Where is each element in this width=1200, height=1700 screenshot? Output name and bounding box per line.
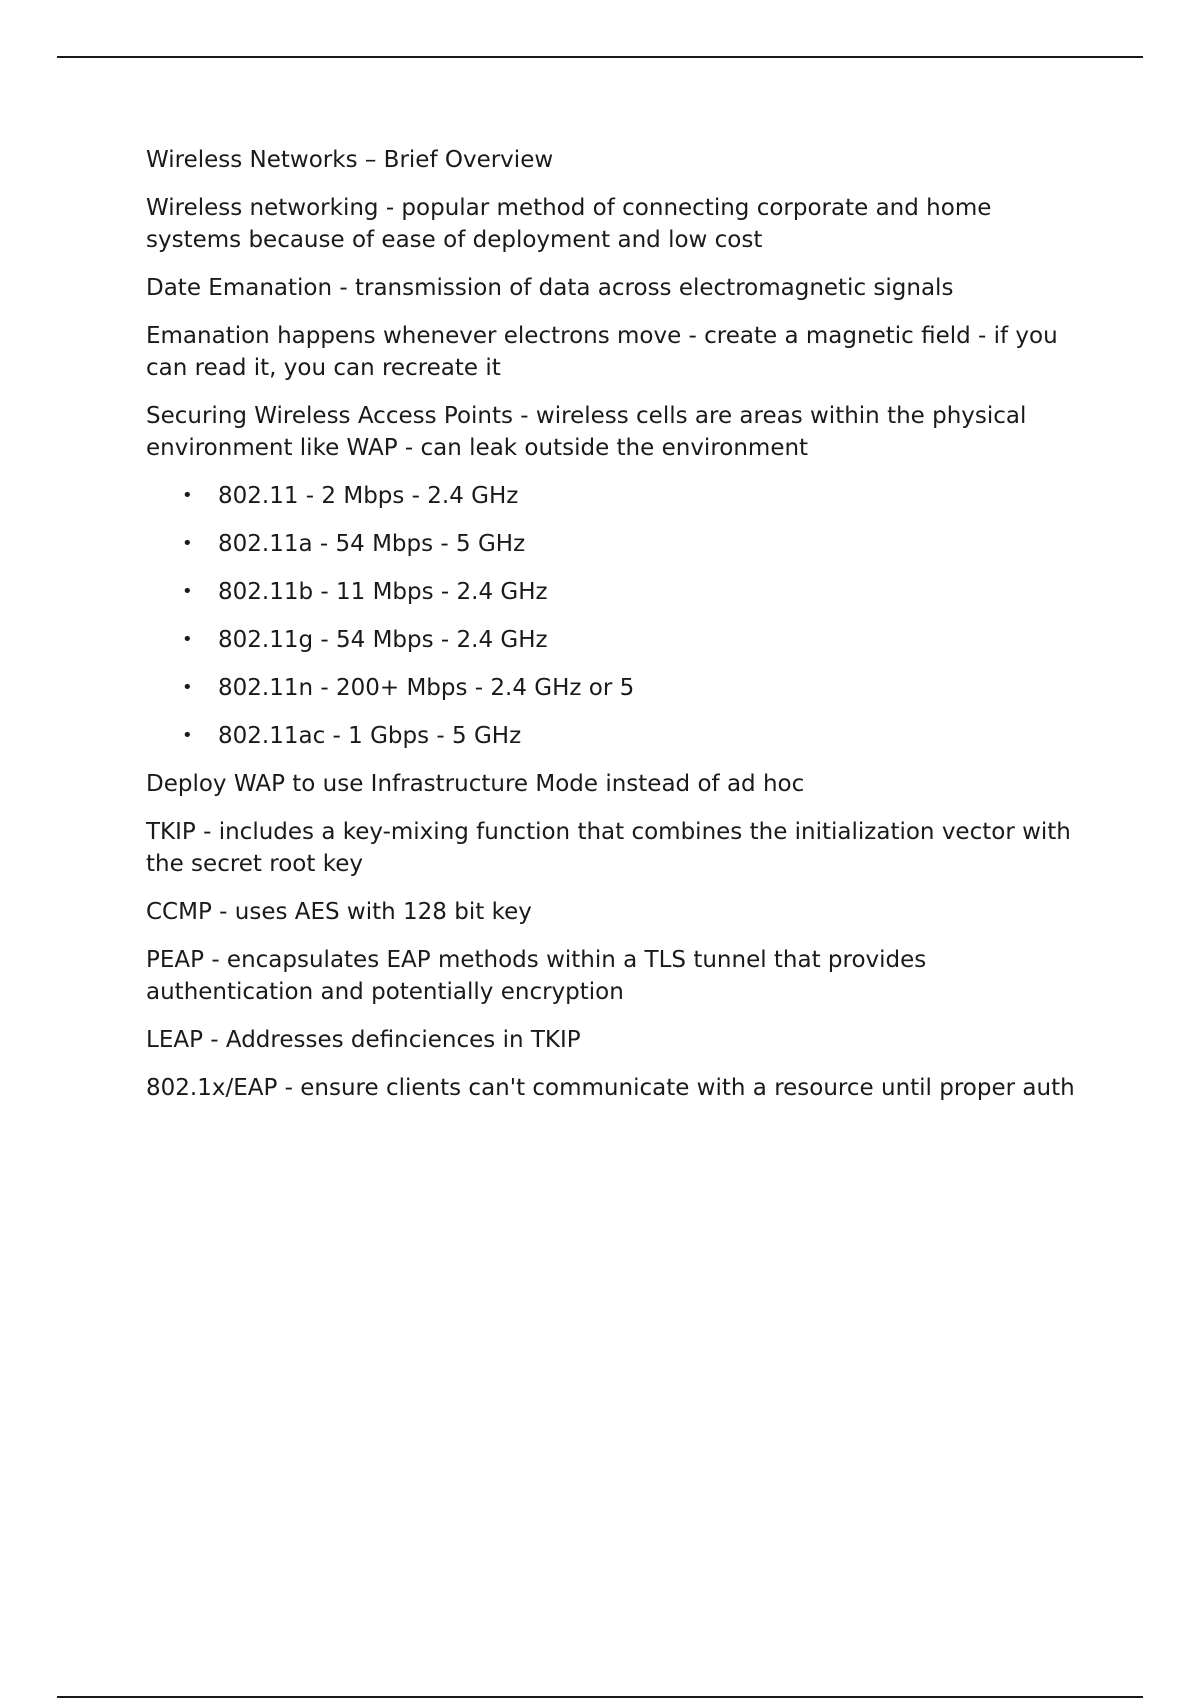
bullet-icon: • <box>182 533 193 554</box>
bullet-icon: • <box>182 677 193 698</box>
document-body <box>146 144 1086 1120</box>
paragraph-ccmp: CCMP - uses AES with 128 bit key <box>146 899 532 925</box>
list-item-text: 802.11 - 2 Mbps - 2.4 GHz <box>218 483 519 509</box>
list-item <box>146 720 1086 752</box>
paragraph-date-emanation: Date Emanation - transmission of data across electromagnetic signals <box>146 275 954 301</box>
paragraph-securing-waps: Securing Wireless Access Points - wireless cells are areas within the physical environment like WAP - can leak outside the environment <box>146 403 1027 461</box>
list-item-text: 802.11a - 54 Mbps - 5 GHz <box>218 531 526 557</box>
document-title: Wireless Networks – Brief Overview <box>146 147 554 173</box>
bullet-icon: • <box>182 725 193 746</box>
list-item <box>146 624 1086 656</box>
paragraph-peap: PEAP - encapsulates EAP methods within a TLS tunnel that provides authentication and potentially encryption <box>146 947 927 1005</box>
paragraph-8021x-eap: 802.1x/EAP - ensure clients can't communicate with a resource until proper auth <box>146 1075 1075 1101</box>
list-item <box>146 576 1086 608</box>
list-item-text: 802.11b - 11 Mbps - 2.4 GHz <box>218 579 548 605</box>
list-item-text: 802.11n - 200+ Mbps - 2.4 GHz or 5 <box>218 675 635 701</box>
paragraph-tkip: TKIP - includes a key-mixing function that combines the initialization vector with the secret root key <box>146 819 1071 877</box>
paragraph-leap: LEAP - Addresses definciences in TKIP <box>146 1027 581 1053</box>
paragraph-infrastructure-mode: Deploy WAP to use Infrastructure Mode instead of ad hoc <box>146 771 805 797</box>
list-item <box>146 528 1086 560</box>
paragraph-wireless-networking: Wireless networking - popular method of connecting corporate and home systems because of ease of deployment and low cost <box>146 195 992 253</box>
list-item <box>146 672 1086 704</box>
bullet-icon: • <box>182 629 193 650</box>
header-rule <box>57 56 1143 58</box>
footer-rule <box>57 1696 1143 1698</box>
list-item <box>146 480 1086 512</box>
standards-list <box>146 480 1086 752</box>
paragraph-emanation: Emanation happens whenever electrons move - create a magnetic field - if you can read it, you can recreate it <box>146 323 1058 381</box>
bullet-icon: • <box>182 485 193 506</box>
bullet-icon: • <box>182 581 193 602</box>
list-item-text: 802.11ac - 1 Gbps - 5 GHz <box>218 723 522 749</box>
list-item-text: 802.11g - 54 Mbps - 2.4 GHz <box>218 627 548 653</box>
